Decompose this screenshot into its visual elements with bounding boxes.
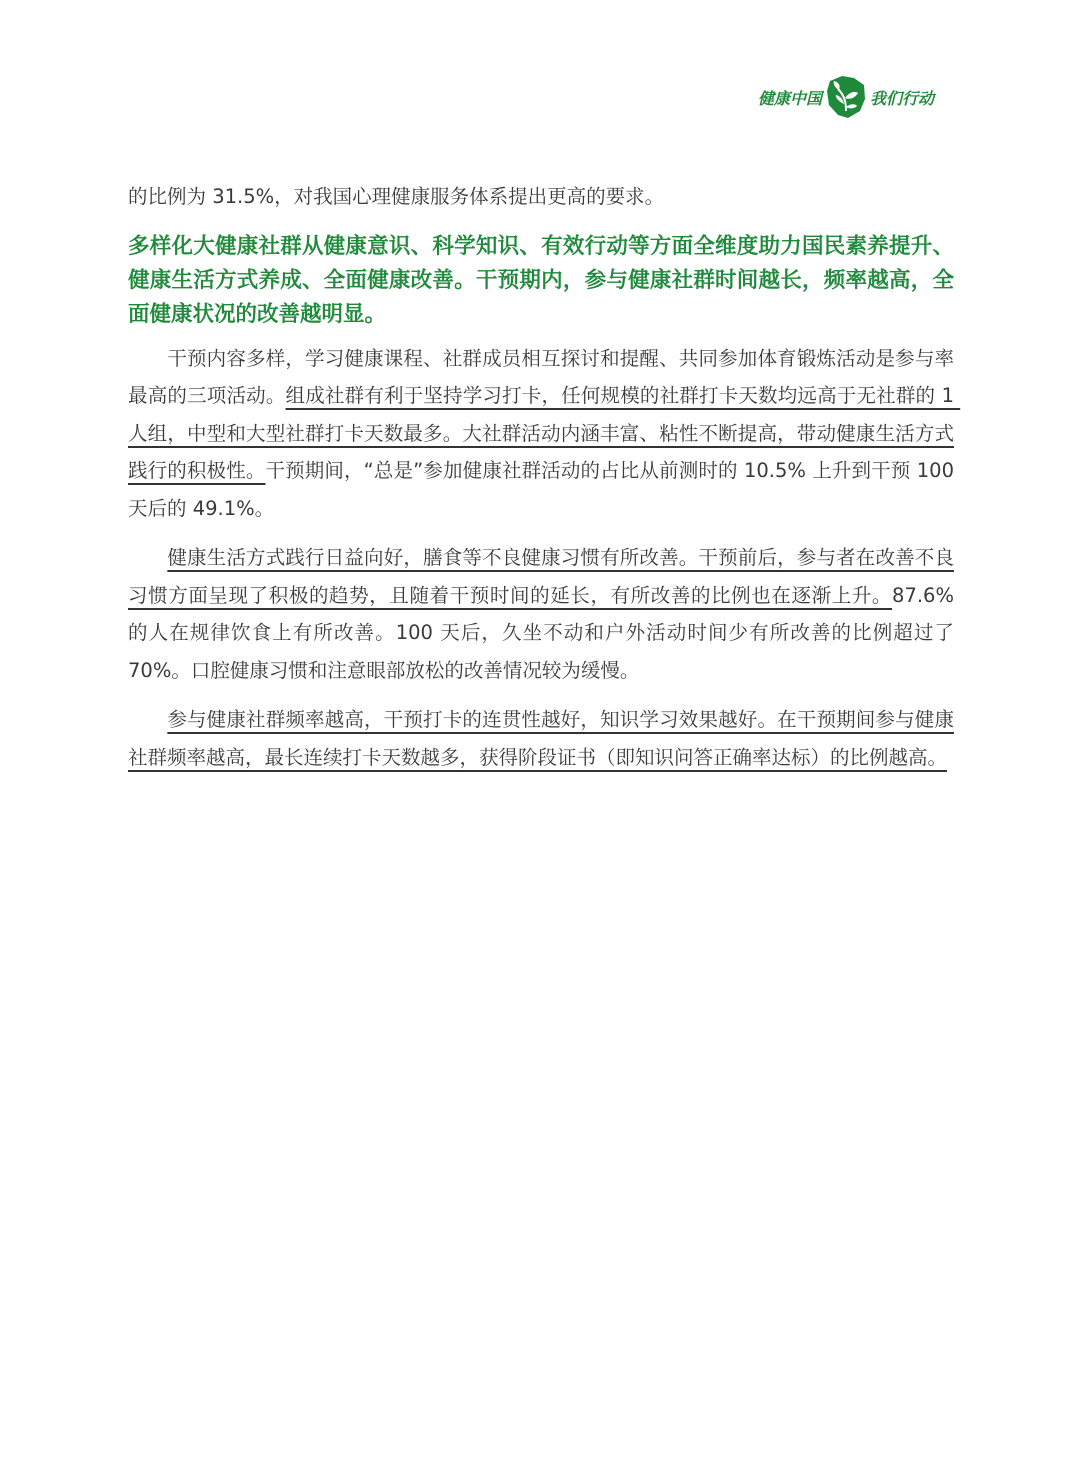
paragraph-3-indent (128, 708, 167, 731)
paragraph-3 (128, 701, 954, 776)
document-body (128, 178, 961, 776)
paragraph-2-underlined: 健康生活方式践行日益向好，膳食等不良健康习惯有所改善。干预前后，参与者在改善不良习惯方面呈现了积极的趋势，且随着干预时间的延长，有所改善的比例也在逐渐上升。 (128, 546, 954, 607)
paragraph-1 (128, 340, 961, 528)
section-heading: 多样化大健康社群从健康意识、科学知识、有效行动等方面全维度助力国民素养提升、健康生活方式养成、全面健康改善。干预期内，参与健康社群时间越长，频率越高，全面健康状况的改善越明显。 (128, 233, 954, 327)
logo-text-right: 我们行动 (870, 88, 935, 108)
paragraph-2-indent (128, 546, 167, 569)
china-map-leaf-icon (824, 73, 868, 121)
paragraph-1-tail: 干预期间，“总是”参加健康社群活动的占比从前测时的 10.5% 上升到干预 100 天后的 49.1%。 (128, 459, 961, 520)
paragraph-2-tail: 87.6% 的人在规律饮食上有所改善。100 天后，久坐不动和户外活动时间少有所改善的比例超过了 70%。口腔健康习惯和注意眼部放松的改善情况较为缓慢。 (128, 583, 961, 682)
logo-text-left: 健康中国 (758, 88, 823, 108)
paragraph-2 (128, 539, 961, 689)
header-logo (758, 72, 954, 122)
paragraph-3-underlined: 参与健康社群频率越高，干预打卡的连贯性越好，知识学习效果越好。在干预期间参与健康社群频率越高，最长连续打卡天数越多，获得阶段证书（即知识问答正确率达标）的比例越高。 (128, 708, 954, 769)
paragraph-1-underlined: 组成社群有利于坚持学习打卡，任何规模的社群打卡天数均远高于无社群的 1 人组，中型和大型社群打卡天数最多。大社群活动内涵丰富、粘性不断提高，带动健康生活方式践行的积极性。 (128, 384, 961, 482)
paragraph-1-intro: 干预内容多样，学习健康课程、社群成员相互探讨和提醒、共同参加体育锻炼活动是参与率最高的三项活动。 (128, 346, 954, 407)
paragraph-continuation: 的比例为 31.5%，对我国心理健康服务体系提出更高的要求。 (128, 185, 665, 208)
